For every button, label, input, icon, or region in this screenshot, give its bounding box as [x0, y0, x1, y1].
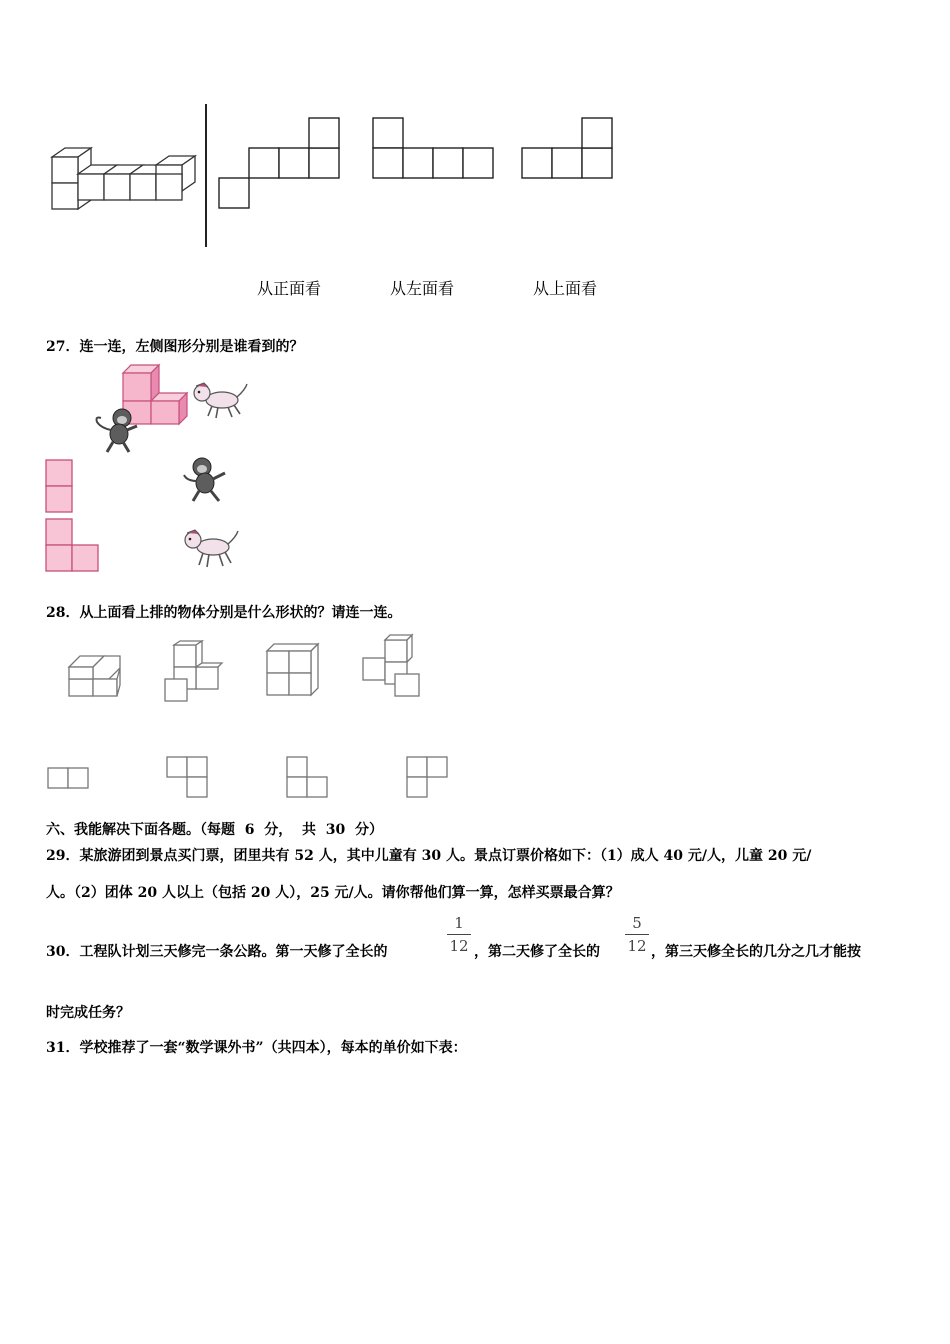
view-label-top: 从上面看 — [533, 279, 598, 298]
question-text-part1: 工程队计划三天修完一条公路。第一天修了全长的 — [79, 944, 388, 960]
top-shape-1 — [47, 767, 93, 791]
divider-line — [205, 104, 207, 247]
question-number: 30． — [46, 944, 80, 960]
question-28 — [46, 602, 401, 622]
question-number: 28． — [46, 605, 80, 621]
question-30-part3: ，第三天修全长的几分之几才能按 — [651, 944, 861, 960]
view-label-front: 从正面看 — [257, 279, 322, 298]
two-square-column — [45, 459, 75, 515]
fraction-1 — [447, 914, 471, 955]
monkey-icon-2 — [181, 455, 229, 505]
question-30 — [46, 941, 387, 961]
fraction-1-numerator: 1 — [454, 914, 464, 932]
question-number: 27． — [46, 339, 80, 355]
fraction-2-denominator: 12 — [627, 937, 647, 955]
section-6-heading: 六、我能解决下面各题。（每题 6 分， 共 30 分） — [46, 822, 383, 838]
fraction-1-bar — [447, 934, 471, 935]
solid-a — [66, 655, 126, 700]
question-text-line1: 某旅游团到景点买门票，团里共有 52 人，其中儿童有 30 人。景点订票价格如下：（1）成人 40 元/人，儿童 20 元/ — [79, 848, 812, 864]
l-shape-squares — [45, 518, 101, 574]
solid-b — [162, 641, 224, 706]
dog-icon-2 — [181, 527, 241, 571]
question-29 — [46, 845, 811, 865]
question-30-part2: ，第二天修了全长的 — [474, 944, 600, 960]
top-view-figure — [521, 117, 616, 182]
solid-d — [358, 634, 424, 700]
dog-icon — [190, 380, 250, 422]
top-shape-4 — [406, 756, 452, 802]
question-text: 学校推荐了一套“数学课外书”（共四本），每本的单价如下表： — [79, 1040, 467, 1056]
question-29-line2: 人。（2）团体 20 人以上（包括 20 人），25 元/人。请你帮他们算一算，怎样买票最合算？ — [46, 885, 620, 901]
solid-c — [264, 643, 322, 701]
question-text: 从上面看上排的物体分别是什么形状的？请连一连。 — [79, 605, 402, 621]
question-number: 29． — [46, 848, 80, 864]
question-31 — [46, 1037, 467, 1057]
fraction-2 — [625, 914, 649, 955]
view-label-left: 从左面看 — [390, 279, 455, 298]
left-view-figure — [372, 117, 497, 182]
fraction-1-denominator: 12 — [449, 937, 469, 955]
question-30-line2: 时完成任务？ — [46, 1005, 130, 1021]
question-text: 连一连，左侧图形分别是谁看到的？ — [79, 339, 304, 355]
front-view-figure — [218, 117, 343, 212]
top-shape-2 — [166, 756, 212, 802]
top-shape-3 — [286, 756, 332, 802]
fraction-2-bar — [625, 934, 649, 935]
question-27 — [46, 336, 303, 356]
monkey-icon — [93, 406, 141, 456]
question-number: 31． — [46, 1040, 80, 1056]
fraction-2-numerator: 5 — [632, 914, 642, 932]
